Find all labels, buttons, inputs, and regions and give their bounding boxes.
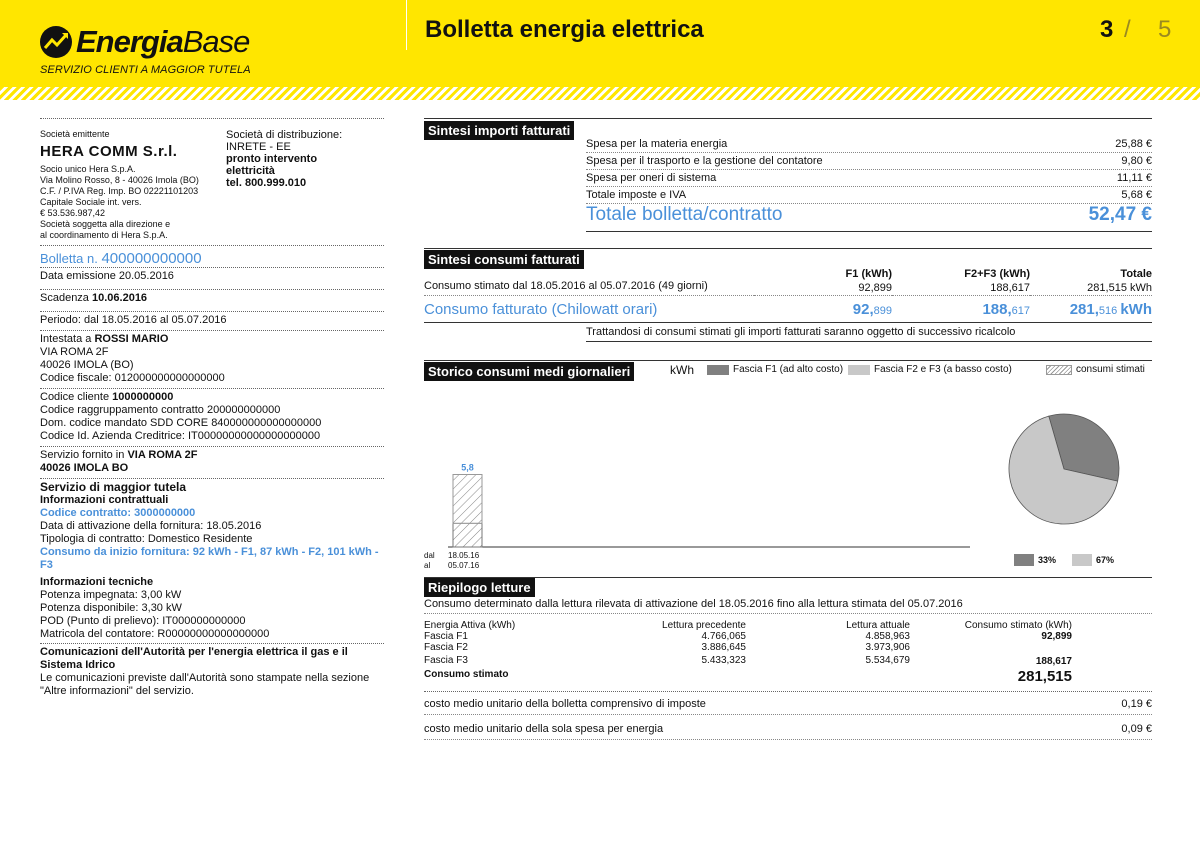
amounts-title: Sintesi importi fatturati [424, 121, 574, 140]
legend-f23 [848, 364, 1012, 375]
emergency-phone: tel. 800.999.010 [226, 177, 307, 189]
readings-cell: Fascia F1 [424, 631, 468, 642]
codes-block [40, 389, 384, 443]
period-to-label: al [424, 561, 431, 570]
estimate-note: Trattandosi di consumi stimati gli importi fatturati saranno oggetto di successivo ricalcolo [586, 323, 1152, 342]
contract-info-title: Informazioni contrattuali [40, 494, 169, 506]
col-f23-header: F2+F3 (kWh) [964, 268, 1030, 280]
emergency-label: pronto intervento [226, 153, 318, 165]
logo-text: EnergiaBase [76, 24, 250, 59]
group-code-label: Codice raggruppamento contratto [40, 404, 204, 416]
readings-table [424, 620, 1072, 687]
logo [40, 22, 249, 62]
readings-cell: 92,899 [1041, 631, 1072, 642]
estimated-f1: 92,899 [858, 281, 892, 294]
readings-cell: 4.766,065 [701, 631, 746, 642]
meter-number: Matricola del contatore: R00000000000000000 [40, 628, 270, 640]
history-bar-chart [424, 382, 984, 562]
amount-row [586, 153, 1152, 170]
legend-estimated-swatch [1046, 365, 1072, 375]
history-title: Storico consumi medi giornalieri [424, 362, 634, 381]
amount-value: 11,11 € [1116, 172, 1152, 184]
legend-f23-label: Fascia F2 e F3 (a basso costo) [874, 364, 1012, 375]
issuer-label: Società emittente [40, 129, 110, 139]
left-column [40, 118, 384, 698]
amount-label: Spesa per la materia energia [586, 138, 728, 150]
document-title: Bolletta energia elettrica [425, 16, 704, 43]
emergency-type: elettricità [226, 165, 275, 177]
readings-header-row [424, 620, 1072, 631]
tech-info-title: Informazioni tecniche [40, 576, 154, 588]
power-committed: Potenza impegnata: 3,00 kW [40, 589, 182, 601]
billed-total-int: 281, [1069, 300, 1099, 318]
mandate-code [40, 417, 384, 430]
history-section-header [424, 360, 1152, 382]
readings-header: Energia Attiva (kWh) [424, 620, 516, 631]
company-line: Capitale Sociale int. vers. [40, 197, 142, 207]
readings-total-value: 281,515 [1017, 668, 1072, 685]
consumption-table [424, 268, 1152, 323]
company-name: HERA COMM S.r.l. [40, 143, 178, 160]
readings-title: Riepilogo letture [424, 578, 535, 597]
history-chart-area [424, 382, 1152, 570]
billed-f23 [892, 296, 1030, 323]
amount-value: 5,68 € [1121, 189, 1152, 201]
readings-intro: Consumo determinato dalla lettura rilevata di attivazione del 18.05.2016 fino alla lettura stimata del 05.07.2016 [424, 597, 1152, 614]
bar-segment-f1 [453, 523, 482, 547]
page-total: 5 [1158, 16, 1172, 43]
emission-date: Data emissione 20.05.2016 [40, 270, 174, 282]
bill-number-value: 400000000000 [101, 250, 202, 267]
service-address-city: 40026 IMOLA BO [40, 462, 129, 474]
fiscal-code-value: 012000000000000000 [114, 372, 225, 384]
readings-cell: Fascia F3 [424, 654, 468, 666]
page-separator: / [1124, 16, 1131, 43]
readings-cell [910, 642, 1072, 653]
amount-value: 9,80 € [1121, 155, 1152, 167]
readings-header: Lettura attuale [846, 620, 910, 631]
consumption-section-header [424, 248, 1152, 270]
billed-f23-dec: 617 [1011, 304, 1030, 317]
creditor-code-value: IT00000000000000000000 [187, 430, 321, 442]
header-hatch [0, 87, 1200, 100]
bill-number [40, 250, 384, 267]
service-address [40, 447, 384, 475]
amounts-section-header [424, 118, 1152, 144]
billed-unit: kWh [1120, 300, 1152, 318]
fiscal-code-label: Codice fiscale: [40, 372, 112, 384]
pie-legend [1014, 554, 1114, 566]
company-line: Società soggetta alla direzione e [40, 219, 171, 229]
readings-total-row [424, 667, 1072, 687]
distributor-label: Società di distribuzione: [226, 129, 343, 141]
client-code [40, 391, 384, 404]
authority-notice [40, 644, 384, 698]
estimated-total: 281,515 kWh [1087, 281, 1152, 294]
logo-subtitle: SERVIZIO CLIENTI A MAGGIOR TUTELA [40, 64, 251, 76]
bar-segment-f23 [453, 475, 482, 524]
amounts-list [586, 136, 1152, 232]
pie-f1-label: 33% [1038, 555, 1057, 565]
due-date-label: Scadenza [40, 292, 89, 304]
legend-f23-swatch [848, 365, 870, 375]
pie-f23-swatch [1072, 554, 1092, 566]
estimated-f23: 188,617 [990, 281, 1030, 294]
holder-name: ROSSI MARIO [94, 333, 169, 345]
address-line: 40026 IMOLA (BO) [40, 359, 134, 371]
readings-row [424, 631, 1072, 642]
company-line: Socio unico Hera S.p.A. [40, 164, 136, 174]
customer-block [40, 331, 384, 385]
unit-cost-value: 0,19 € [1121, 698, 1152, 710]
authority-text: Le comunicazioni previste dall'Autorità sono stampate nella sezione "Altre informazioni" del servizio. [40, 672, 370, 697]
energy-cost-value: 0,09 € [1121, 723, 1152, 735]
readings-cell: 188,617 [1035, 656, 1072, 667]
issuer-block [40, 129, 226, 241]
page-current: 3 [1100, 16, 1114, 43]
power-available: Potenza disponibile: 3,30 kW [40, 602, 182, 614]
mandate-code-value: 840000000000000000 [211, 417, 322, 429]
amount-row [586, 187, 1152, 204]
readings-row [424, 642, 1072, 653]
billed-f23-int: 188, [982, 300, 1012, 318]
readings-section-header [424, 577, 1152, 597]
billed-total [1030, 296, 1152, 323]
billed-f1-dec: 899 [873, 304, 892, 317]
estimated-row [424, 280, 1152, 296]
readings-cell: 3.886,645 [701, 642, 746, 653]
consumption-title: Sintesi consumi fatturati [424, 250, 584, 269]
readings-cell: Fascia F2 [424, 642, 468, 653]
billing-period: Periodo: dal 18.05.2016 al 05.07.2016 [40, 314, 227, 326]
company-line: C.F. / P.IVA Reg. Imp. BO 02221101203 [40, 186, 199, 196]
readings-cell: 5.433,323 [701, 654, 746, 666]
legend-f1-label: Fascia F1 (ad alto costo) [733, 364, 844, 375]
billed-row [424, 296, 1152, 323]
creditor-code-label: Codice Id. Azienda Creditrice: [40, 430, 185, 442]
client-code-value: 1000000000 [112, 391, 174, 403]
total-value: 52,47 € [1088, 204, 1152, 225]
holder [40, 333, 384, 346]
divider [40, 245, 384, 246]
distributor-block [226, 129, 384, 241]
mandate-code-label: Dom. codice mandato SDD CORE [40, 417, 209, 429]
company-line: € 53.536.987,42 [40, 208, 106, 218]
amount-value: 25,88 € [1115, 138, 1152, 150]
fiscal-code [40, 372, 384, 385]
estimated-label: Consumo stimato dal 18.05.2016 al 05.07.2016 (49 giorni) [424, 280, 708, 292]
history-unit: kWh [670, 363, 694, 377]
legend-estimated [1046, 364, 1145, 375]
contract-type: Tipologia di contratto: Domestico Residente [40, 533, 253, 545]
right-column [424, 118, 1152, 740]
legend-f1 [707, 364, 843, 375]
billed-f1-int: 92, [852, 300, 874, 318]
client-code-label: Codice cliente [40, 391, 110, 403]
supply-consumption: Consumo da inizio fornitura: 92 kWh - F1, 87 kWh - F2, 101 kWh - F3 [40, 546, 379, 571]
period-from-label: dal [424, 551, 435, 560]
due-date-value: 10.06.2016 [92, 292, 148, 304]
service-address-line [40, 449, 384, 462]
header-divider [406, 0, 407, 50]
billed-f1 [754, 296, 892, 323]
service-address-street: VIA ROMA 2F [127, 449, 198, 461]
address-line: VIA ROMA 2F [40, 346, 109, 358]
col-total-header: Totale [1120, 268, 1152, 280]
amount-label: Spesa per oneri di sistema [586, 172, 717, 184]
amount-row [586, 170, 1152, 187]
amount-label: Totale imposte e IVA [586, 189, 687, 201]
readings-cell: 5.534,679 [865, 654, 910, 666]
period-from-date: 18.05.16 [448, 551, 480, 560]
period-labels [424, 551, 479, 571]
readings-cell: 3.973,906 [865, 642, 910, 653]
legend-estimated-label: consumi stimati [1076, 364, 1145, 375]
period-to [424, 561, 479, 571]
group-code [40, 404, 384, 417]
readings-total-label: Consumo stimato [424, 669, 509, 680]
history-pie-chart [1004, 409, 1124, 529]
pod-code: POD (Punto di prelievo): IT000000000000 [40, 615, 246, 627]
unit-cost-row [424, 692, 1152, 715]
period-to-date: 05.07.16 [448, 561, 480, 570]
amount-label: Spesa per il trasporto e la gestione del contatore [586, 155, 823, 167]
legend-f1-swatch [707, 365, 729, 375]
bar-total-label: 5,8 [461, 462, 474, 473]
contract-code: Codice contratto: 3000000000 [40, 507, 196, 519]
readings-header: Lettura precedente [662, 620, 746, 631]
holder-label: Intestata a [40, 333, 92, 345]
company-line: al coordinamento di Hera S.p.A. [40, 230, 168, 240]
creditor-code [40, 430, 384, 443]
distributor-name: INRETE - EE [226, 141, 291, 153]
billed-total-dec: 516 [1098, 304, 1118, 317]
service-type: Servizio di maggior tutela [40, 480, 187, 494]
company-block [40, 119, 384, 241]
pie-f1-swatch [1014, 554, 1034, 566]
company-line: Via Molino Rosso, 8 - 40026 Imola (BO) [40, 175, 199, 185]
energy-cost-label: costo medio unitario della sola spesa per energia [424, 723, 664, 735]
total-row [586, 204, 1152, 232]
activation-date: Data di attivazione della fornitura: 18.05.2016 [40, 520, 262, 532]
unit-cost-label: costo medio unitario della bolletta comprensivo di imposte [424, 698, 706, 710]
pie-f23-label: 67% [1096, 555, 1115, 565]
bill-number-label: Bolletta n. [40, 251, 98, 266]
page-header [0, 0, 1200, 100]
due-date [40, 290, 384, 308]
col-f1-header: F1 (kWh) [845, 268, 892, 280]
energy-cost-row [424, 715, 1152, 740]
group-code-value: 200000000000 [206, 404, 281, 416]
period-from [424, 551, 479, 561]
contract-info [40, 479, 384, 641]
readings-header: Consumo stimato (kWh) [964, 620, 1072, 631]
readings-row [424, 653, 1072, 667]
authority-title: Comunicazioni dell'Autorità per l'energia elettrica il gas e il Sistema Idrico [40, 646, 348, 671]
total-label: Totale bolletta/contratto [586, 204, 783, 225]
service-address-label: Servizio fornito in [40, 449, 125, 461]
readings-cell: 4.858,963 [865, 631, 910, 642]
logo-icon [40, 26, 72, 58]
billed-label: Consumo fatturato (Chilowatt orari) [424, 300, 658, 318]
